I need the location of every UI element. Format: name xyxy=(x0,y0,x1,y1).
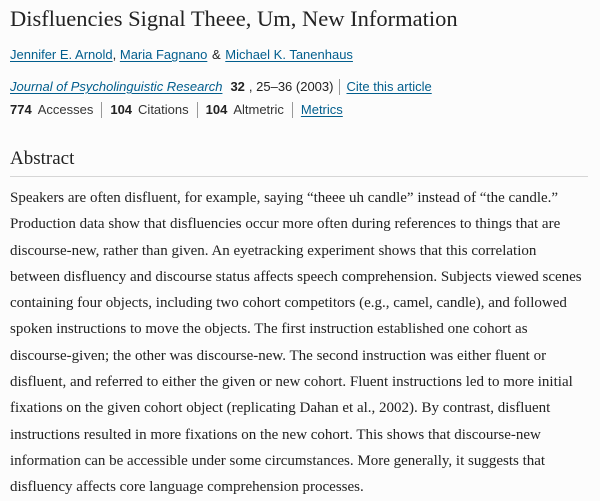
abstract-line: spoken instructions to move the objects. The first instruction established one cohort as xyxy=(10,321,528,338)
abstract-line: Speakers are often disfluent, for example, saying “theee uh candle” instead of “the candle.” xyxy=(10,190,559,206)
citations-label: Citations xyxy=(138,102,189,117)
accesses-label: Accesses xyxy=(37,102,94,117)
metrics-divider xyxy=(292,102,293,118)
cite-this-article-link[interactable]: Cite this article xyxy=(346,79,432,94)
author-separator: , xyxy=(112,47,117,62)
abstract-line: discourse-given; the other was discourse-new. The second instruction was either fluent or xyxy=(10,347,547,364)
abstract-body xyxy=(10,185,600,501)
accesses-count: 774 xyxy=(10,102,32,117)
author-list xyxy=(10,45,353,65)
journal-link[interactable]: Journal of Psycholinguistic Research xyxy=(10,79,223,94)
abstract-line: between disfluency and discourse status affects speech comprehension. Subjects viewed scenes xyxy=(10,268,582,285)
author-link-2[interactable]: Maria Fagnano xyxy=(119,47,208,62)
abstract-line: discourse-new, rather than given. An eyetracking experiment shows that this correlation xyxy=(10,242,537,259)
altmetric-count: 104 xyxy=(205,102,228,117)
volume-number: 32 xyxy=(230,79,245,94)
metrics-divider xyxy=(101,102,102,118)
abstract-line: Production data show that disfluencies occur more often during references to things that are xyxy=(10,216,561,233)
abstract-line: disfluent, and referred to either the given or new cohort. Fluent instructions led to more initial xyxy=(10,374,573,391)
abstract-line: disfluency affects core language comprehension processes. xyxy=(10,479,364,496)
citation-line xyxy=(10,77,432,97)
author-link-3[interactable]: Michael K. Tanenhaus xyxy=(225,47,353,62)
abstract-line: information can be accessible under some circumstances. More generally, it suggests that xyxy=(10,452,546,469)
metrics-divider xyxy=(197,102,198,118)
altmetric-label: Altmetric xyxy=(233,102,284,117)
author-link-1[interactable]: Jennifer E. Arnold xyxy=(10,47,113,62)
abstract-line: instructions resulted in more fixations on the new cohort. This shows that discourse-new xyxy=(10,426,541,443)
abstract-line: fixations on the given cohort object (replicating Dahan et al., 2002). By contrast, disfluent xyxy=(10,400,551,417)
author-ampersand: & xyxy=(211,47,221,62)
article-title: Disfluencies Signal Theee, Um, New Information xyxy=(10,6,458,31)
abstract-heading: Abstract xyxy=(10,148,75,169)
metrics-bar xyxy=(10,100,343,120)
metrics-link[interactable]: Metrics xyxy=(300,102,343,117)
pages-and-year: , 25–36 (2003) xyxy=(248,79,334,94)
abstract-divider xyxy=(10,176,588,177)
citations-count: 104 xyxy=(110,102,133,117)
abstract-line: containing four objects, including two cohort competitors (e.g., camel, candle), and followed xyxy=(10,295,567,312)
citation-divider xyxy=(339,79,340,95)
